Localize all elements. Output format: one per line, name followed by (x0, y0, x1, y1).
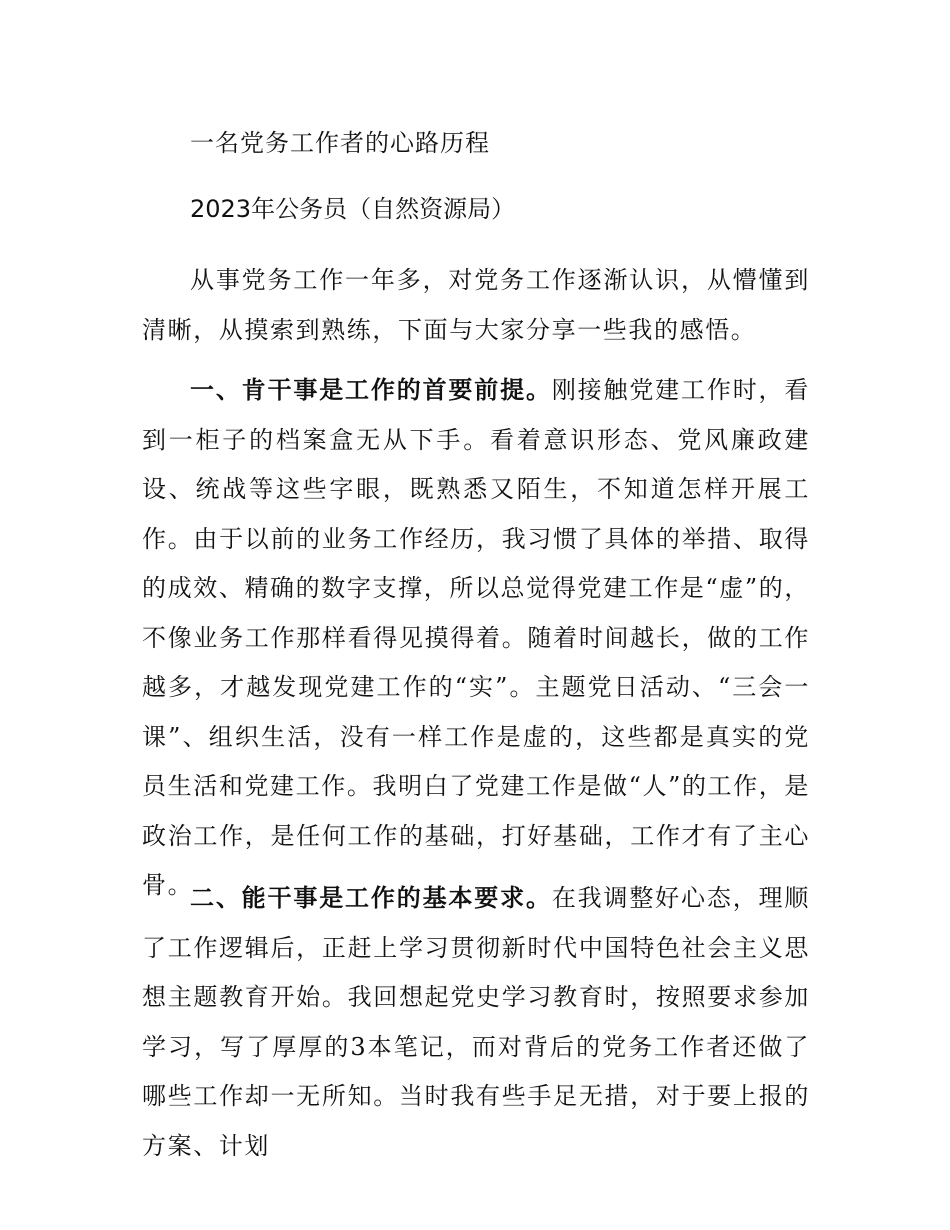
section-1-heading: 一、肯干事是工作的首要前提。 (190, 376, 552, 404)
section-2-body: 在我调整好心态，理顺了工作逻辑后，正赶上学习贯彻新时代中国特色社会主义思想主题教育开始。我回想起党史学习教育时，按照要求参加学习，写了厚厚的3本笔记，而对背后的党务工作者还做了哪些工作却一无所知。当时我有些手足无措，对于要上报的方案、计划 (142, 884, 811, 1160)
section-1-body: 刚接触党建工作时，看到一柜子的档案盒无从下手。看着意识形态、党风廉政建设、统战等这些字眼，既熟悉又陌生，不知道怎样开展工作。由于以前的业务工作经历，我习惯了具体的举措、取得的成效、精确的数字支撑，所以总觉得党建工作是“虚”的，不像业务工作那样看得见摸得着。随着时间越长，做的工作越多，才越发现党建工作的“实”。主题党日活动、“三会一课”、组织生活，没有一样工作是虚的，这些都是真实的党员生活和党建工作。我明白了党建工作是做“人”的工作，是政治工作，是任何工作的基础，打好基础，工作才有了主心骨。 (142, 376, 811, 899)
document-subtitle: 2023年公务员（自然资源局） (190, 195, 516, 223)
section-1-paragraph (142, 366, 810, 911)
document-title: 一名党务工作者的心路历程 (190, 129, 490, 157)
intro-paragraph: 从事党务工作一年多，对党务工作逐渐认识，从懵懂到清晰，从摸索到熟练，下面与大家分享一些我的感悟。 (142, 266, 810, 344)
section-2-heading: 二、能干事是工作的基本要求。 (190, 884, 552, 912)
section-2-paragraph (142, 874, 810, 1171)
